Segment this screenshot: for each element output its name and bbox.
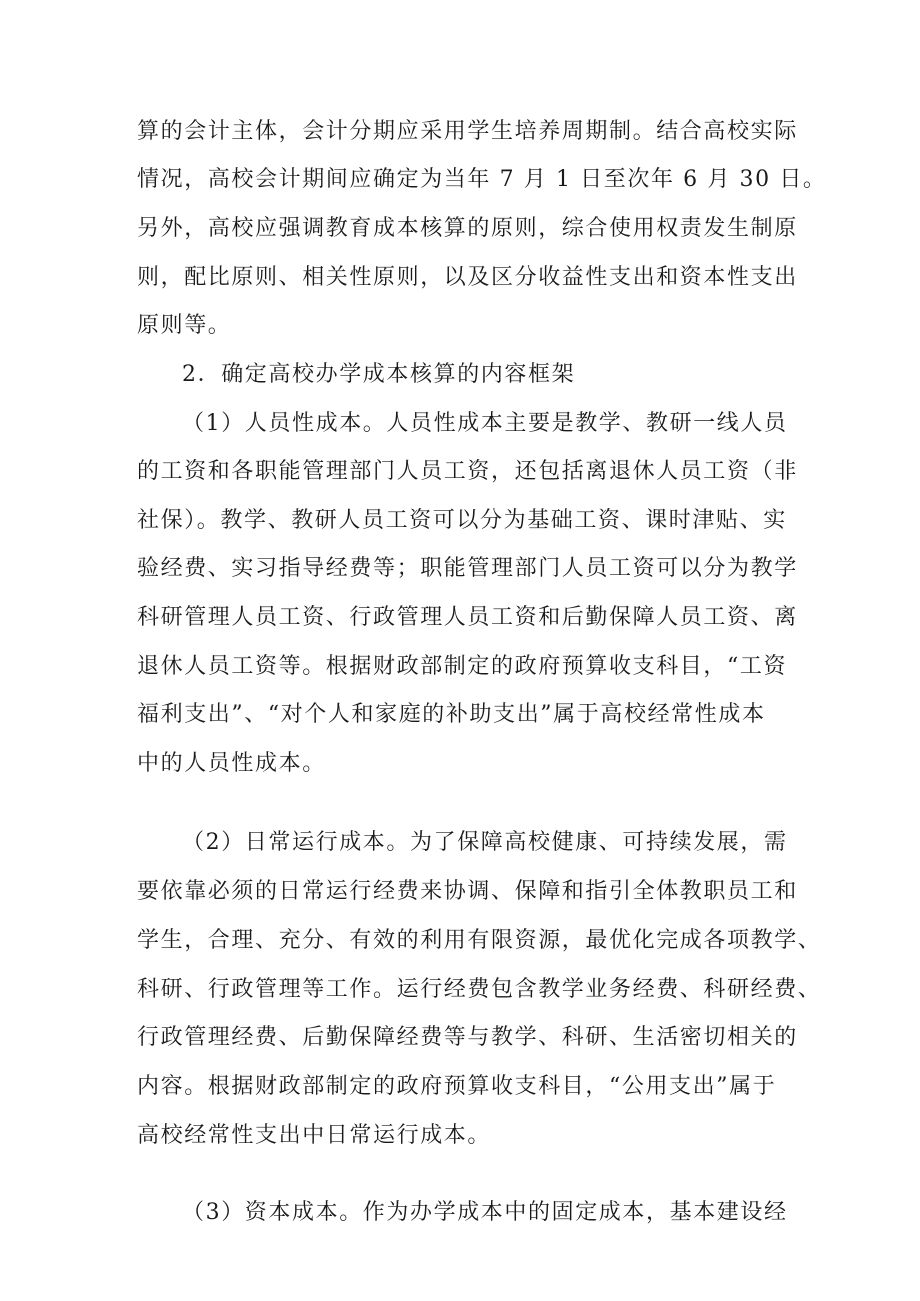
- text-line: 算的会计主体，会计分期应采用学生培养周期制。结合高校实际: [137, 119, 798, 144]
- text-line: （3）资本成本。作为办学成本中的固定成本，基本建设经: [182, 1200, 788, 1225]
- text-line: 要依靠必须的日常运行经费来协调、保障和指引全体教职员工和: [137, 879, 798, 904]
- text-line: 验经费、实习指导经费等；职能管理部门人员工资可以分为教学: [137, 556, 798, 581]
- text-line: （1）人员性成本。人员性成本主要是教学、教研一线人员: [182, 411, 788, 436]
- text-line: 科研管理人员工资、行政管理人员工资和后勤保障人员工资、离: [137, 605, 798, 630]
- section-heading: 2．确定高校办学成本核算的内容框架: [182, 362, 576, 387]
- text-line: 中的人员性成本。: [137, 751, 326, 776]
- text-line: 另外，高校应强调教育成本核算的原则，综合使用权责发生制原: [137, 216, 798, 241]
- text-line: （2）日常运行成本。为了保障高校健康、可持续发展，需: [182, 830, 788, 855]
- text-line: 情况，高校会计期间应确定为当年 7 月 1 日至次年 6 月 30 日。: [137, 167, 827, 192]
- text-line: 行政管理经费、后勤保障经费等与教学、科研、生活密切相关的: [137, 1025, 798, 1050]
- text-line: 内容。根据财政部制定的政府预算收支科目，“公用支出”属于: [137, 1074, 777, 1099]
- text-line: 学生，合理、充分、有效的利用有限资源，最优化完成各项教学、: [137, 928, 822, 953]
- text-line: 的工资和各职能管理部门人员工资，还包括离退休人员工资（非: [137, 459, 798, 484]
- text-line: 社保）。教学、教研人员工资可以分为基础工资、课时津贴、实: [137, 508, 787, 533]
- text-line: 科研、行政管理等工作。运行经费包含教学业务经费、科研经费、: [137, 977, 822, 1002]
- text-line: 高校经常性支出中日常运行成本。: [137, 1123, 492, 1148]
- text-line: 则，配比原则、相关性原则，以及区分收益性支出和资本性支出: [137, 265, 798, 290]
- text-line: 福利支出”、“对个人和家庭的补助支出”属于高校经常性成本: [137, 702, 766, 727]
- text-line: 原则等。: [137, 313, 232, 338]
- text-line: 退休人员工资等。根据财政部制定的政府预算收支科目，“工资: [137, 654, 788, 679]
